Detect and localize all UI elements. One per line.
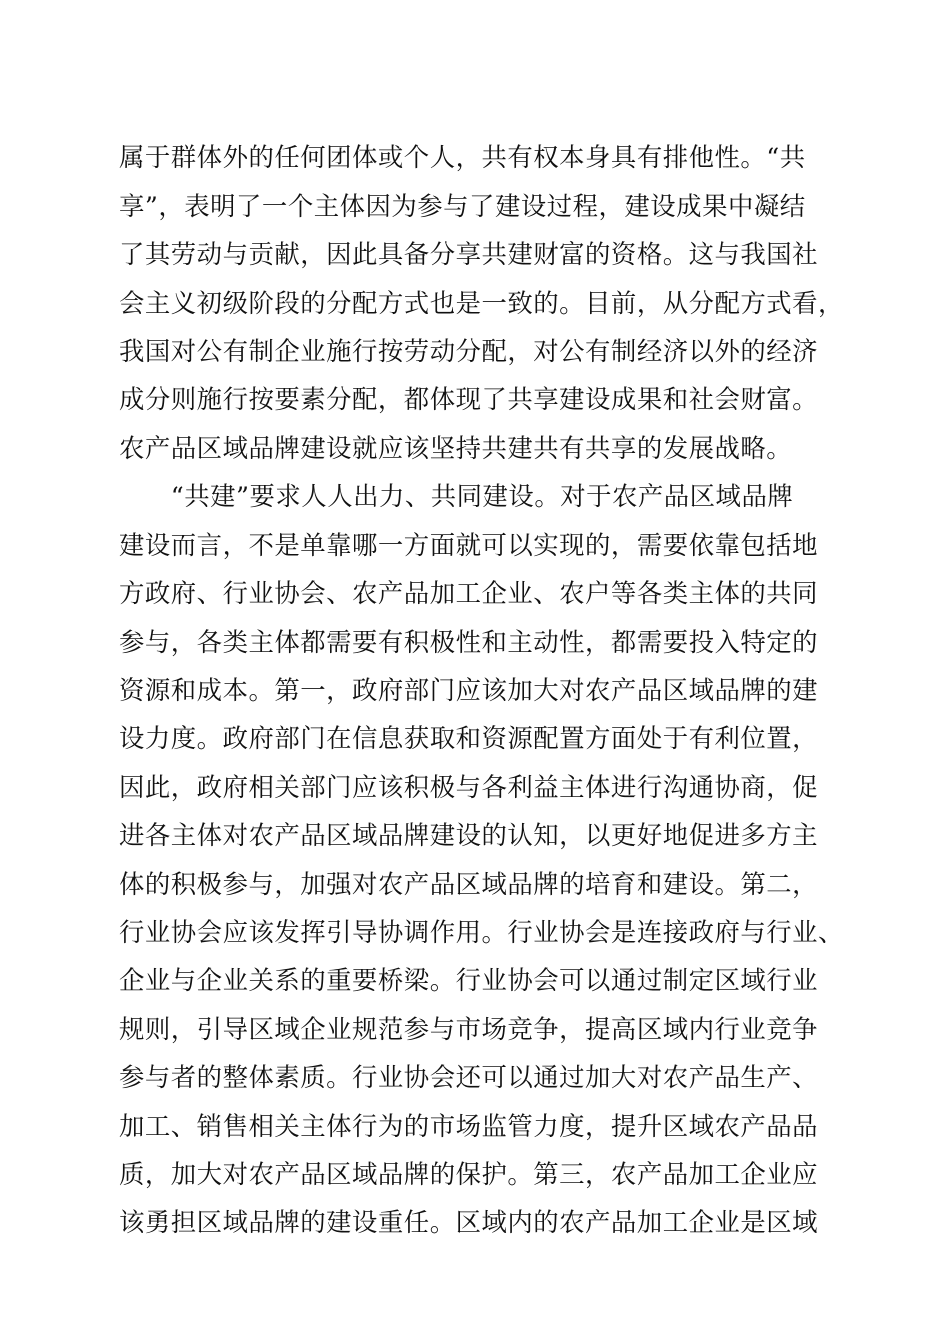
text-line: 属于群体外的任何团体或个人，共有权本身具有排他性。“共 <box>119 142 806 172</box>
text-line: 因此，政府相关部门应该积极与各利益主体进行沟通协商，促 <box>119 772 819 802</box>
text-line: 我国对公有制企业施行按劳动分配，对公有制经济以外的经济 <box>119 336 819 366</box>
text-line: 企业与企业关系的重要桥梁。行业协会可以通过制定区域行业 <box>119 965 819 995</box>
text-line: 农产品区域品牌建设就应该坚持共建共有共享的发展战略。 <box>119 433 793 463</box>
text-line: 设力度。政府部门在信息获取和资源配置方面处于有利位置， <box>119 723 819 753</box>
text-line: 会主义初级阶段的分配方式也是一致的。目前，从分配方式看， <box>119 288 844 318</box>
text-line: 建设而言，不是单靠哪一方面就可以实现的，需要依靠包括地 <box>119 530 819 560</box>
text-line: 行业协会应该发挥引导协调作用。行业协会是连接政府与行业、 <box>119 917 844 947</box>
text-line: 进各主体对农产品区域品牌建设的认知，以更好地促进多方主 <box>119 820 819 850</box>
text-line: 体的积极参与，加强对农产品区域品牌的培育和建设。第二， <box>119 869 819 899</box>
text-line: 资源和成本。第一，政府部门应该加大对农产品区域品牌的建 <box>119 675 819 705</box>
text-line: “共建”要求人人出力、共同建设。对于农产品区域品牌 <box>119 481 794 511</box>
text-line: 方政府、行业协会、农产品加工企业、农户等各类主体的共同 <box>119 578 819 608</box>
text-line: 质，加大对农产品区域品牌的保护。第三，农产品加工企业应 <box>119 1159 819 1189</box>
text-line: 了其劳动与贡献，因此具备分享共建财富的资格。这与我国社 <box>119 239 819 269</box>
text-line: 加工、销售相关主体行为的市场监管力度，提升区域农产品品 <box>119 1111 819 1141</box>
text-line: 享”，表明了一个主体因为参与了建设过程，建设成果中凝结 <box>119 191 806 221</box>
text-line: 规则，引导区域企业规范参与市场竞争，提高区域内行业竞争 <box>119 1014 819 1044</box>
text-line: 成分则施行按要素分配，都体现了共享建设成果和社会财富。 <box>119 384 819 414</box>
text-line: 参与者的整体素质。行业协会还可以通过加大对农产品生产、 <box>119 1062 819 1092</box>
text-line: 参与，各类主体都需要有积极性和主动性，都需要投入特定的 <box>119 627 819 657</box>
text-line: 该勇担区域品牌的建设重任。区域内的农产品加工企业是区域 <box>119 1207 819 1237</box>
